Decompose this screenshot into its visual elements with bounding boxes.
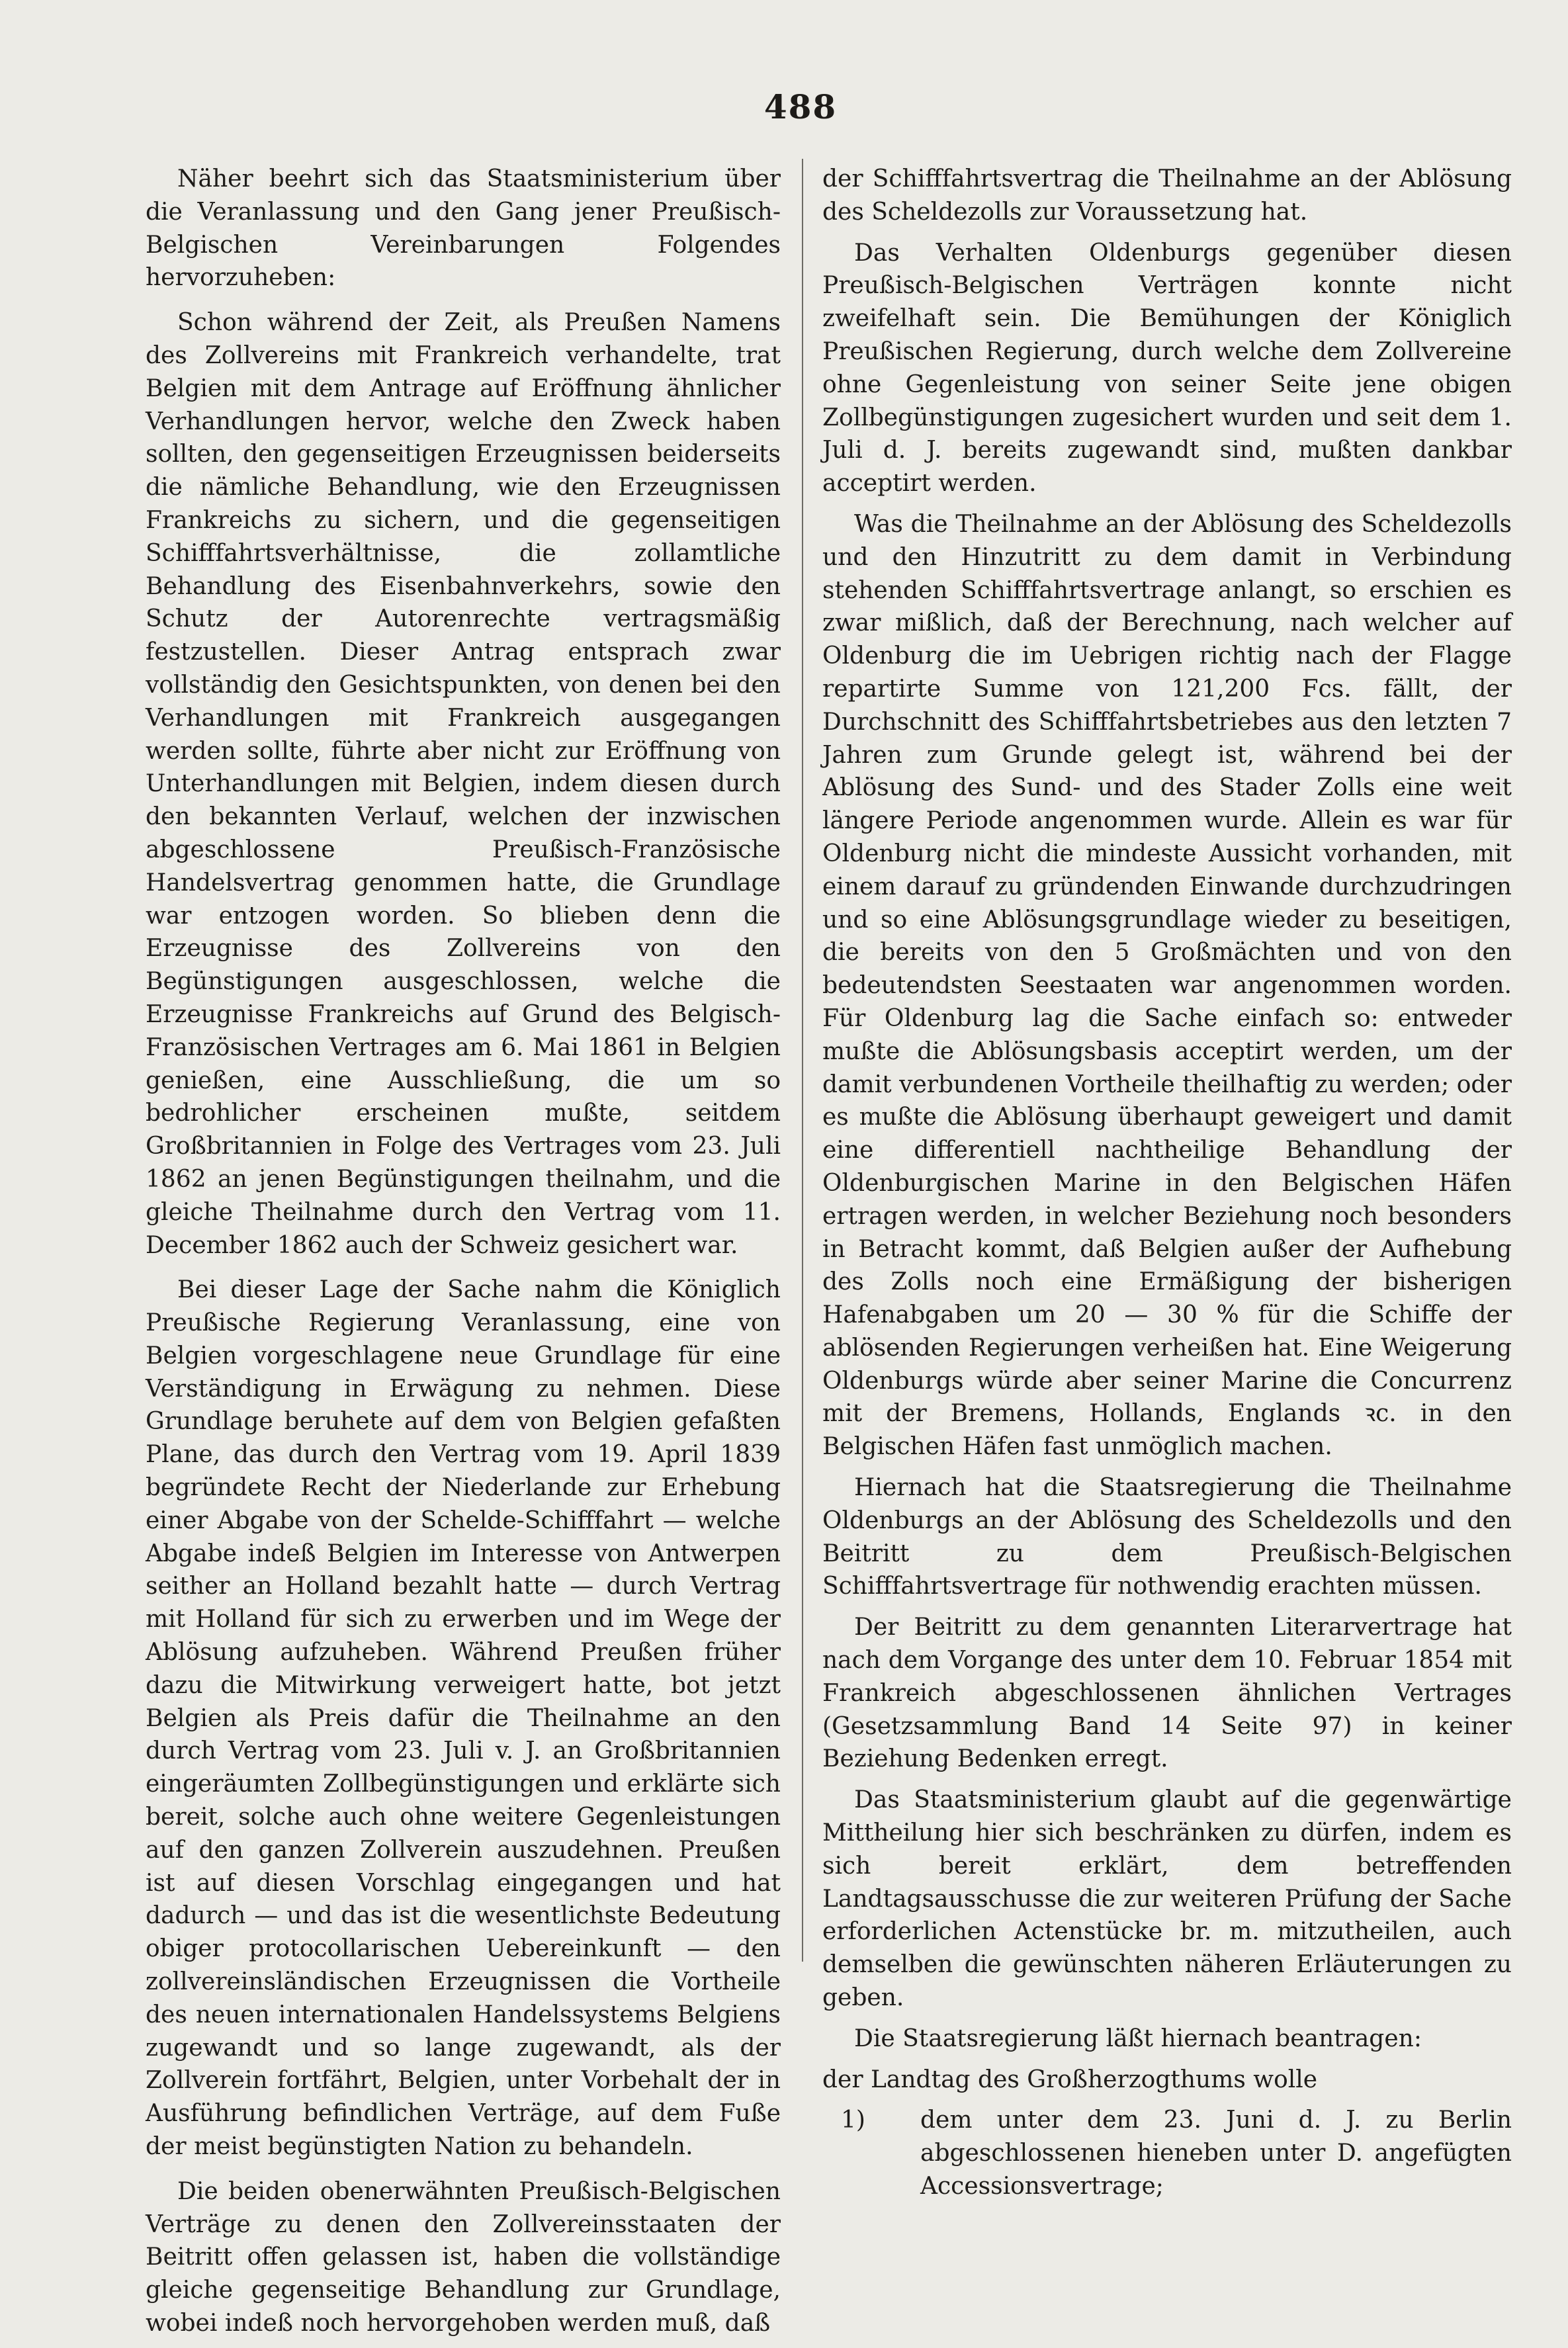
paragraph: Das Verhalten Oldenburgs gegenüber diesen Preußisch-Belgischen Verträgen konnte nicht zweifelhaft sein. Die Bemühungen der Königlich Preußischen Regierung, durch welche dem Zollvereine ohne Gegenleistung von seiner Seite jene obigen Zollbegünstigungen zugesichert wurden und seit dem 1. Juli d. J. bereits zugewandt sind, mußten dankbar acceptirt werden. xyxy=(822,239,1512,498)
paragraph: Bei dieser Lage der Sache nahm die Königlich Preußische Regierung Veranlassung, eine von Belgien vorgeschlagene neue Grundlage für eine Verständigung in Erwägung zu nehmen. Diese Grundlage beruhete auf dem von Belgien gefaßten Plane, das durch den Vertrag vom 19. April 1839 begründete Recht der Niederlande zur Erhebung einer Abgabe von der Schelde-Schifffahrt — welche Abgabe indeß Belgien im Interesse von Antwerpen seither an Holland bezahlt hatte — durch Vertrag mit Holland für sich zu erwerben und im Wege der Ablösung aufzuheben. Während Preußen früher dazu die Mitwirkung verweigert hatte, bot jetzt Belgien als Preis dafür die Theilnahme an den durch Vertrag vom 23. Juli v. J. an Großbritannien eingeräumten Zollbegünstigungen und erklärte sich bereit, solche auch ohne weitere Gegenleistungen auf den ganzen Zollverein auszudehnen. Preußen ist auf diesen Vorschlag eingegangen und hat dadurch — und das ist die wesentlichste Bedeutung obiger protocollarischen Uebereinkunft — den zollvereinsländischen Erzeugnissen die Vortheile des neuen internationalen Handelssystems Belgiens zugewandt und so lange zugewandt, als der Zollverein fortfährt, Belgien, unter Vorbehalt der in Ausführung befindlichen Verträge, auf dem Fuße der meist begünstigten Nation zu behandeln. xyxy=(146,1276,781,2161)
right-column xyxy=(822,163,1512,2203)
motion-block xyxy=(822,2022,1512,2203)
paragraph: Der Beitritt zu dem genannten Literarvertrage hat nach dem Vorgange des unter dem 10. Februar 1854 mit Frankreich abgeschlossenen ähnlichen Vertrages (Gesetzsammlung Band 14 Seite 97) in keiner Beziehung Bedenken erregt. xyxy=(822,1614,1512,1773)
motion-lead: der Landtag des Großherzogthums wolle xyxy=(822,2065,1318,2093)
column-divider xyxy=(802,159,803,1962)
motion-item-number: 1) xyxy=(841,2107,865,2134)
paragraph: Die beiden obenerwähnten Preußisch-Belgischen Verträge zu denen den Zollvereinsstaaten der Beitritt offen gelassen ist, haben die vollständige gleiche gegenseitige Behandlung zur Grundlage, wobei indeß noch hervorgehoben werden muß, daß xyxy=(146,2177,781,2337)
paragraph: der Schifffahrtsvertrag die Theilnahme an der Ablösung des Scheldezolls zur Voraussetzung hat. xyxy=(822,165,1512,226)
motion-item-text: dem unter dem 23. Juni d. J. zu Berlin abgeschlossenen hieneben unter D. angefügten Accessionsvertrage; xyxy=(920,2107,1512,2200)
paragraph: Das Staatsministerium glaubt auf die gegenwärtige Mittheilung hier sich beschränken zu dürfen, indem es sich bereit erklärt, dem betreffenden Landtagsausschusse die zur weiteren Prüfung der Sache erforderlichen Actenstücke br. m. mitzutheilen, auch demselben die gewünschten näheren Erläuterungen zu geben. xyxy=(822,1786,1512,2012)
paragraph: Hiernach hat die Staatsregierung die Theilnahme Oldenburgs an der Ablösung des Scheldezolls und den Beitritt zu dem Preußisch-Belgischen Schifffahrtsvertrage für nothwendig erachten müssen. xyxy=(822,1474,1512,1600)
motion-item xyxy=(841,2104,1512,2202)
left-column xyxy=(146,163,781,2348)
motion-intro: Die Staatsregierung läßt hiernach beantragen: xyxy=(854,2024,1422,2052)
page-number: 488 xyxy=(763,87,838,126)
paragraph: Was die Theilnahme an der Ablösung des Scheldezolls und den Hinzutritt zu dem damit in Verbindung stehenden Schifffahrtsvertrage anlangt, so erschien es zwar mißlich, daß der Berechnung, nach welcher auf Oldenburg die im Uebrigen richtig nach der Flagge repartirte Summe von 121,200 Fcs. fällt, der Durchschnitt des Schifffahrtsbetriebes aus den letzten 7 Jahren zum Grunde gelegt ist, während bei der Ablösung des Sund- und des Stader Zolls eine weit längere Periode angenommen wurde. Allein es war für Oldenburg nicht die mindeste Aussicht vorhanden, mit einem darauf zu gründenden Einwande durchzudringen und so eine Ablösungsgrundlage wieder zu beseitigen, die bereits von den 5 Großmächten und von den bedeutendsten Seestaaten war angenommen worden. Für Oldenburg lag die Sache einfach so: entweder mußte die Ablösungsbasis acceptirt werden, um der damit verbundenen Vortheile theilhaftig zu werden; oder es mußte die Ablösung überhaupt geweigert und damit eine differentiell nachtheilige Behandlung der Oldenburgischen Marine in den Belgischen Häfen ertragen werden, in welcher Beziehung noch besonders in Betracht kommt, daß Belgien außer der Aufhebung des Zolls noch eine Ermäßigung der bisherigen Hafenabgaben um 20 — 30 % für die Schiffe der ablösenden Regierungen verheißen hat. Eine Weigerung Oldenburgs würde aber seiner Marine die Concurrenz mit der Bremens, Hollands, Englands ꝛc. in den Belgischen Häfen fast unmöglich machen. xyxy=(822,510,1512,1461)
paragraph: Schon während der Zeit, als Preußen Namens des Zollvereins mit Frankreich verhandelte, trat Belgien mit dem Antrage auf Eröffnung ähnlicher Verhandlungen hervor, welche den Zweck haben sollten, den gegenseitigen Erzeugnissen beiderseits die nämliche Behandlung, wie den Erzeugnissen Frankreichs zu sichern, und die gegenseitigen Schifffahrtsverhältnisse, die zollamtliche Behandlung des Eisenbahnverkehrs, sowie den Schutz der Autorenrechte vertragsmäßig festzustellen. Dieser Antrag entsprach zwar vollständig den Gesichtspunkten, von denen bei den Verhandlungen mit Frankreich ausgegangen werden sollte, führte aber nicht zur Eröffnung von Unterhandlungen mit Belgien, indem diesen durch den bekannten Verlauf, welchen der inzwischen abgeschlossene Preußisch-Französische Handelsvertrag genommen hatte, die Grundlage war entzogen worden. So blieben denn die Erzeugnisse des Zollvereins von den Begünstigungen ausgeschlossen, welche die Erzeugnisse Frankreichs auf Grund des Belgisch-Französischen Vertrages am 6. Mai 1861 in Belgien genießen, eine Ausschließung, die um so bedrohlicher erscheinen mußte, seitdem Großbritannien in Folge des Vertrages vom 23. Juli 1862 an jenen Begünstigungen theilnahm, und die gleiche Theilnahme durch den Vertrag vom 11. December 1862 auch der Schweiz gesichert war. xyxy=(146,309,781,1259)
paragraph: Näher beehrt sich das Staatsministerium über die Veranlassung und den Gang jener Preußisch-Belgischen Vereinbarungen Folgendes hervorzuheben: xyxy=(146,165,781,292)
